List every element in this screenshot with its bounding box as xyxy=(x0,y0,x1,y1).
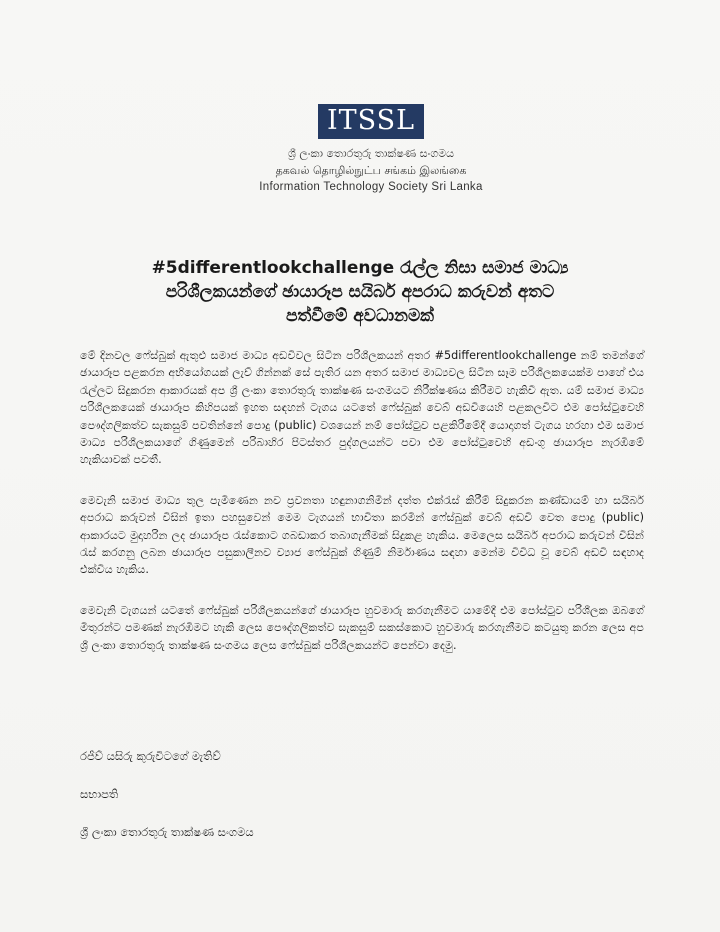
title-line-1: #5differentlookchallenge රැල්ල නිසා සමාජ මාධ්‍ය xyxy=(151,258,569,278)
org-name-english: Information Technology Society Sri Lanka xyxy=(259,181,483,193)
document-body xyxy=(80,347,644,677)
title-line-2: පරිශීලකයන්ගේ ඡායාරූප සයිබර් අපරාධ කරුවන් අතට xyxy=(165,282,555,302)
signatory-name: රජීව් යසිරු කුරුවිටගේ මැතිව් xyxy=(80,749,221,763)
document-title xyxy=(80,256,640,328)
body-paragraph-3: මෙවැනි ටැගයන් යටතේ ෆේස්බුක් පරිශීලකයන්ගේ ඡායාරූප හුවමාරු කරගැනීමට යාමේදී එම පෝස්ටුව පරිශීලක ඔබගේ මිතුරන්ට පමණක් නැරඹීමට හැකි ලෙස පෞද්ගලිකත්ව සැකසුම් සකස්කොට හුවමාරු කරගැනීමට කටයුතු කරන ලෙස අප ශ්‍රී ලංකා තොරතුරු තාක්ෂණ සංගමය ලෙස ෆේස්බුක් පරිශීලකයන්ට පෙන්වා දෙමු. xyxy=(80,603,644,652)
org-name-tamil: தகவல் தொழில்நுட்ப சங்கம் இலங்கை xyxy=(275,164,467,177)
signatory-role: සභාපති xyxy=(80,787,119,801)
itssl-logo: ITSSL xyxy=(318,104,424,139)
body-paragraph-2: මෙවැනි සමාජ මාධ්‍ය තුල පැමිණෙන නව ප්‍රවනතා හඳුනාගනිමින් දත්ත එක්රැස් කිරීම් සිදුකරන කණ්ඩායම් හා සයිබර් අපරාධ කරුවන් විසින් ඉතා පහසුවෙන් මෙම ටැගයන් භාවිතා කරමින් ෆේස්බුක් වෙබ් අඩවි වෙත පොදු (public) ආකාරයට මුදාහරින ලද ඡායාරූප රැස්කොට ගබඩාකර තබාගැනීමක් සිදුකළ හැකිය. මෙලෙස සයිබර් අපරාධ කරුවන් විසින් රැස් කරගනු ලබන ඡායාරූප පසුකාලීනව ව්‍යාජ ෆේස්බුක් ගිණුම් නිර්මාණය සඳහා මෙන්ම විවිධ වූ වෙබ් අඩවි සඳහාද එක්විය හැකිය. xyxy=(80,493,644,577)
signatory-organization: ශ්‍රී ලංකා තොරතුරු තාක්ෂණ සංගමය xyxy=(80,825,254,839)
org-name-sinhala: ශ්‍රී ලංකා තොරතුරු තාක්ෂණ සංගමය xyxy=(287,147,455,160)
letterhead xyxy=(0,104,720,196)
body-paragraph-1: මේ දිනවල ෆේස්බුක් ඇතුළු සමාජ මාධ්‍ය අඩවිවල සිටින පරිශීලකයන් අතර #5differentlookchallenge නම් තමන්ගේ ඡායාරූප පළකරන අභියෝගයක් ලැව් ගින්නක් සේ පැතිර යන අතර සමාජ මාධ්‍යවල සිටින සෑම පරිශීලකයෙක්ම පාහේ එය රැල්ලට සිදුකරන ආකාරයක් අප ශ්‍රී ලංකා තොරතුරු තාක්ෂණ සංගමයට නිරීක්ෂණය කිරීමට හැකිවී ඇත. යම් සමාජ මාධ්‍ය පරිශීලකයෙක් ඡායාරූප කිහිපයක් ඉහත සඳහන් ටැගය යටතේ ෆේස්බුක් වෙබ් අඩවියෙහි පළකලවිට එම පෝස්ටුවෙහි පෞද්ගලිකත්ව සැකසුම් පවතින්නේ පොදු (public) වශයෙන් නම් පෝස්ටුව පළකිරීමේදී යොදාගත් ටැගය හරහා එම සමාජ මාධ්‍ය පරිශීලකයාගේ ගිණුමෙන් පරිබාහිර පිටස්තර පුද්ගලයන්ට පවා එම පෝස්ටුවෙහි අඩංගු ඡායාරූප නැරඹීමේ හැකියාවක් පවතී. xyxy=(80,349,644,467)
title-line-3: පත්වීමේ අවධානමක් xyxy=(286,306,434,326)
